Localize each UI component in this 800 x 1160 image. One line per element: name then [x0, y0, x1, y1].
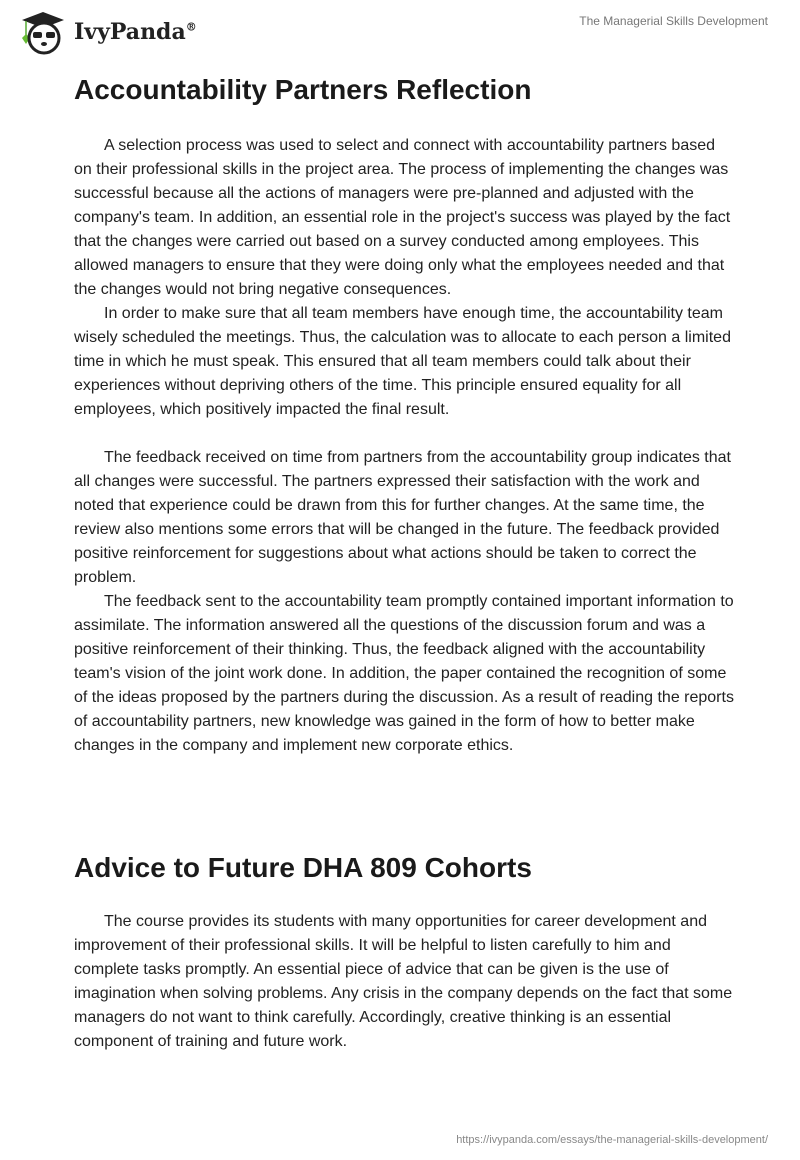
brand-name: IvyPanda	[74, 19, 186, 45]
paragraph: A selection process was used to select and connect with accountability partners based on their professional skills in the project area. The process of implementing the changes was successful because all the actions of managers were pre-planned and adjusted with the company's team. In addition, an essential role in the project's success was played by the fact that the changes were carried out based on a survey conducted among employees. This allowed managers to ensure that they were doing only what the employees needed and that the changes would not bring negative consequences.	[74, 137, 731, 298]
paragraph: The course provides its students with many opportunities for career development and improvement of their professional skills. It will be helpful to listen carefully to him and complete tasks promptly. An essential piece of advice that can be given is the use of imagination when solving problems. Any crisis in the company depends on the fact that some managers do not want to think carefully. Accordingly, creative thinking is an essential component of training and future work.	[74, 913, 733, 1050]
registered-mark: ®	[185, 20, 197, 34]
paragraph: The feedback sent to the accountability team promptly contained important information to assimilate. The information answered all the questions of the discussion forum and was a positive reinforcement of their thinking. Thus, the feedback aligned with the accountability team's vision of the joint work done. In addition, the paper contained the recognition of some of the ideas proposed by the partners during the discussion. As a result of reading the reports of accountability partners, new knowledge was gained in the form of how to better make changes in the company and implement new corporate ethics.	[74, 593, 734, 754]
document-title: The Managerial Skills Development	[579, 14, 768, 28]
section-heading: Advice to Future DHA 809 Cohorts	[74, 852, 532, 883]
source-url[interactable]: https://ivypanda.com/essays/the-managerial-skills-development/	[456, 1134, 768, 1146]
paragraph: The feedback received on time from partners from the accountability group indicates that all changes were successful. The partners expressed their satisfaction with the work and noted that experience could be drawn from this for further changes. At the same time, the review also mentions some errors that will be changed in the future. The feedback provided positive reinforcement for suggestions about what actions should be taken to correct the problem.	[74, 449, 731, 586]
panda-logo-icon	[18, 8, 68, 56]
section-heading: Accountability Partners Reflection	[74, 74, 532, 105]
paragraph: In order to make sure that all team members have enough time, the accountability team wisely scheduled the meetings. Thus, the calculation was to allocate to each person a limited time in which he must speak. This ensured that all team members could talk about their experiences without depriving others of the time. This principle ensured equality for all employees, which positively impacted the final result.	[74, 305, 731, 418]
ivypanda-logo[interactable]	[18, 8, 197, 56]
